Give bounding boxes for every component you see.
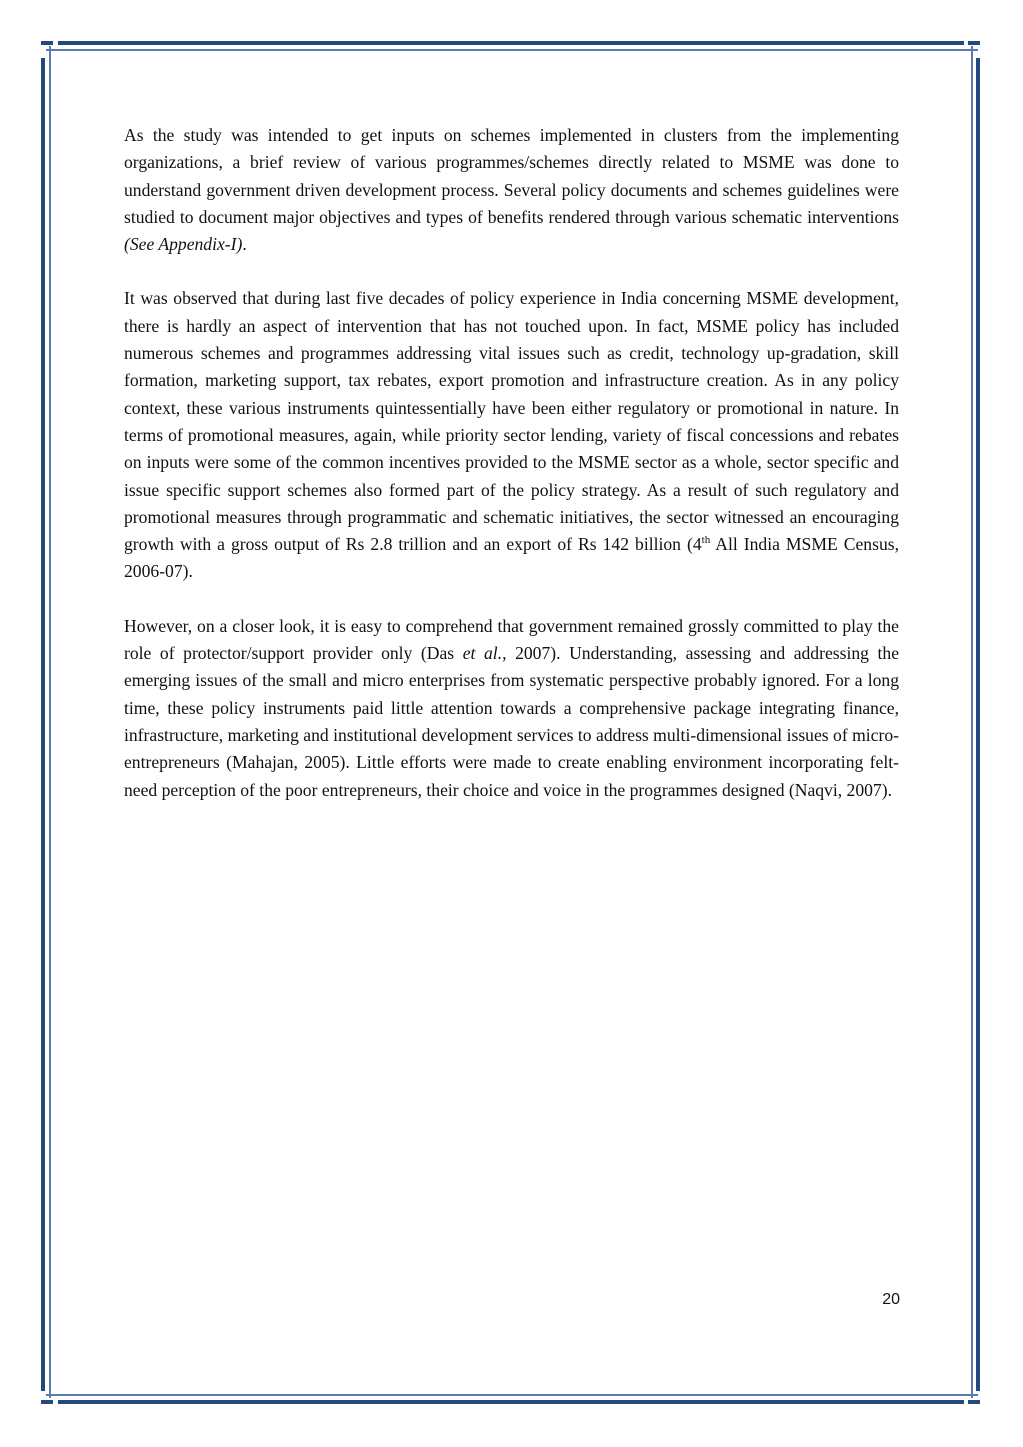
border-top [58, 41, 964, 45]
paragraph-end: . [242, 234, 247, 255]
paragraph-scheme-review [124, 122, 899, 258]
ordinal-superscript: th [701, 534, 711, 547]
document-body [124, 122, 899, 831]
citation-et-al: et al., [462, 643, 507, 664]
border-corner-br [968, 1400, 980, 1404]
border-corner-tl [41, 41, 53, 45]
paragraph-policy-experience [124, 285, 899, 585]
border-top-inner [46, 49, 978, 51]
border-right-inner [971, 46, 973, 1398]
border-corner-bl [41, 1400, 53, 1404]
border-bottom [58, 1400, 964, 1404]
border-bottom-inner [46, 1394, 978, 1396]
paragraph-text: As the study was intended to get inputs on schemes implemented in clusters from the implementing organizations, a brief review of various programmes/schemes directly related to MSME was done to understand government driven development process. Several policy documents and schemes guidelines were studied to document major objectives and types of benefits rendered through various schematic interventions [124, 125, 899, 227]
page-number: 20 [882, 1291, 900, 1308]
paragraph-text: It was observed that during last five decades of policy experience in India concerning MSME development, there is hardly an aspect of intervention that has not touched upon. In fact, MSME policy has included numerous schemes and programmes addressing vital issues such as credit, technology up-gradation, skill formation, marketing support, tax rebates, export promotion and infrastructure creation. As in any policy context, these various instruments quintessentially have been either regulatory or promotional in nature. In terms of promotional measures, again, while priority sector lending, variety of fiscal concessions and rebates on inputs were some of the common incentives provided to the MSME sector as a whole, sector specific and issue specific support schemes also formed part of the policy strategy. As a result of such regulatory and promotional measures through programmatic and schematic initiatives, the sector witnessed an encouraging growth with a gross output of Rs 2.8 trillion and an export of Rs 142 billion (4 [124, 288, 899, 555]
paragraph-closer-look [124, 613, 899, 804]
border-left [41, 58, 45, 1391]
border-right [976, 58, 980, 1391]
appendix-reference: (See Appendix-I) [124, 234, 243, 255]
paragraph-end: 2007). Understanding, assessing and addressing the emerging issues of the small and micro enterprises from systematic perspective probably ignored. For a long time, these policy instruments paid little attention towards a comprehensive package integrating finance, infrastructure, marketing and institutional development services to address multi-dimensional issues of micro-entrepreneurs (Mahajan, 2005). Little efforts were made to create enabling environment incorporating felt-need perception of the poor entrepreneurs, their choice and voice in the programmes designed (Naqvi, 2007). [124, 643, 900, 800]
paragraph-end: All India MSME Census, 2006-07). [124, 534, 899, 582]
paragraph-text: However, on a closer look, it is easy to comprehend that government remained grossly committed to play the role of protector/support provider only (Das [124, 615, 899, 664]
border-left-inner [49, 46, 51, 1398]
border-corner-tr [968, 41, 980, 45]
